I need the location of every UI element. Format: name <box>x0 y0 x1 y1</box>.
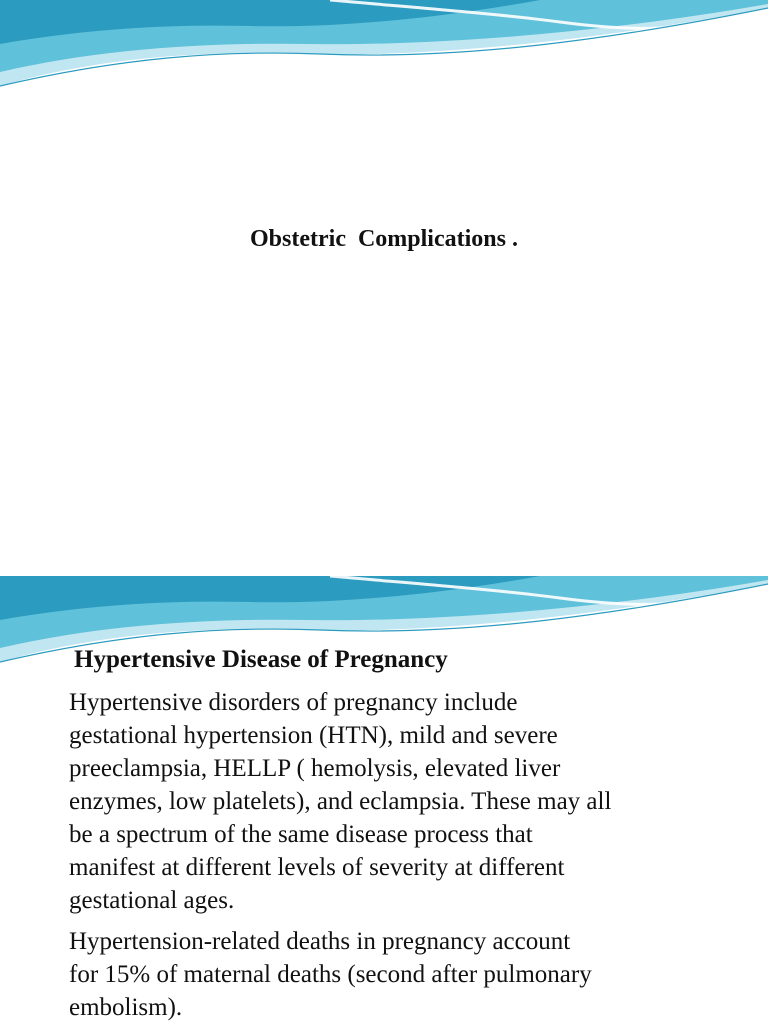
paragraph-disorders: Hypertensive disorders of pregnancy include gestational hypertension (HTN), mild and severe preeclampsia, HELLP ( hemolysis, elevated liver enzymes, low platelets), and eclampsia. These may all be a spectrum of the same disease process that manifest at different levels of severity at different gestational ages. <box>69 689 612 914</box>
paragraph-deaths: Hypertension-related deaths in pregnancy account for 15% of maternal deaths (second after pulmonary embolism). <box>69 928 592 1021</box>
wave-decoration <box>0 0 768 110</box>
slide-hypertensive-disease <box>0 576 768 1024</box>
section-heading: Hypertensive Disease of Pregnancy <box>74 646 448 673</box>
slide-title-text: Obstetric Complications . <box>250 226 518 252</box>
